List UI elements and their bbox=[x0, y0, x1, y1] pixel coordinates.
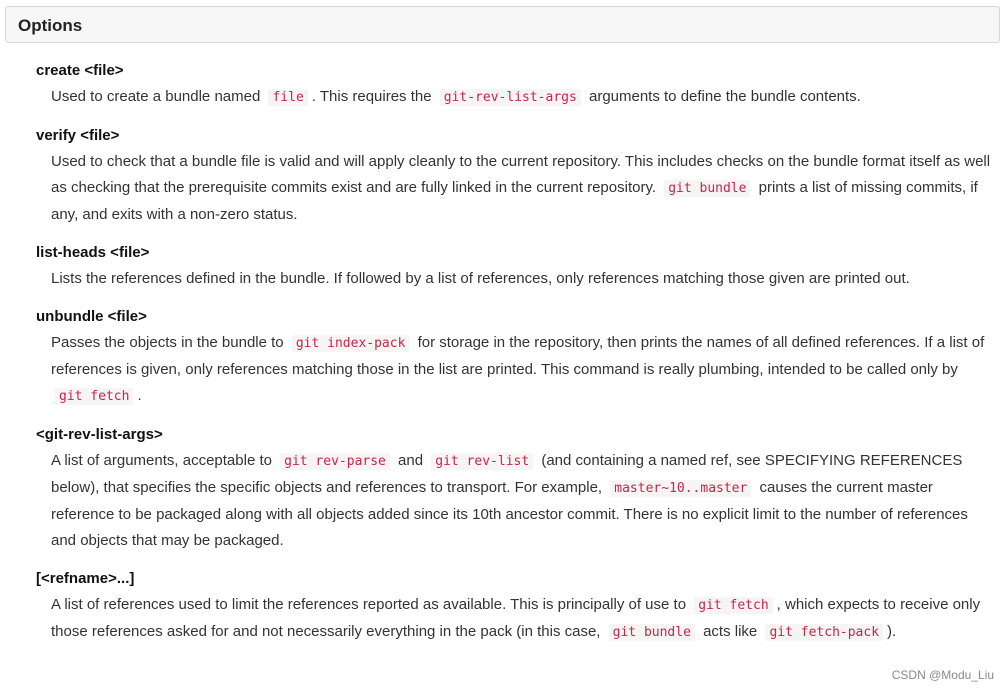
option-entry bbox=[36, 240, 1000, 292]
option-description bbox=[51, 330, 1000, 410]
inline-code: git-rev-list-args bbox=[440, 89, 581, 106]
inline-code: git bundle bbox=[609, 624, 695, 641]
option-description bbox=[51, 149, 1000, 228]
inline-code: git fetch bbox=[694, 597, 772, 614]
description-text: prints a list of missing commits, if any, and exits with a non-zero status. bbox=[51, 179, 978, 223]
option-description bbox=[51, 266, 1000, 292]
option-term: unbundle <file> bbox=[36, 308, 147, 325]
description-text: A list of arguments, acceptable to bbox=[51, 452, 277, 469]
option-description bbox=[51, 592, 1000, 646]
description-text: , which expects to receive only those references asked for and not necessarily everything in the pack (in this case, bbox=[51, 596, 981, 640]
option-description bbox=[51, 84, 1000, 111]
option-entry bbox=[36, 422, 1000, 554]
inline-code: git fetch bbox=[55, 388, 133, 405]
description-text: Used to create a bundle named bbox=[51, 88, 265, 105]
description-text: causes the current master reference to be packaged along with all objects added since its 10th ancestor commit. There is no explicit limit to the number of references and objects that may be packaged. bbox=[51, 479, 968, 549]
description-text: and bbox=[393, 452, 428, 469]
option-term: verify <file> bbox=[36, 127, 120, 144]
watermark: CSDN @Modu_Liu bbox=[891, 668, 994, 682]
description-text: for storage in the repository, then prints the names of all defined references. If a list of references is given, only references matching those in the list are printed. This command is really plumbing, intended to be called only by bbox=[51, 334, 985, 378]
option-entry bbox=[36, 123, 1000, 228]
description-text: . bbox=[137, 387, 142, 404]
description-text: (and containing a named ref, see SPECIFYING REFERENCES below), that specifies the specific objects and references to transport. For example, bbox=[51, 452, 963, 496]
inline-code: git bundle bbox=[664, 180, 750, 197]
description-text: Used to check that a bundle file is valid and will apply cleanly to the current repository. This includes checks on the bundle format itself as well as checking that the prerequisite commits exist and are fully linked in the current repository. bbox=[51, 153, 991, 196]
description-text: arguments to define the bundle contents. bbox=[584, 88, 861, 105]
description-text: A list of references used to limit the references reported as available. This is principally of use to bbox=[51, 596, 691, 613]
description-text: Passes the objects in the bundle to bbox=[51, 334, 288, 351]
option-description bbox=[51, 448, 1000, 554]
option-entry bbox=[36, 566, 1000, 646]
section-title: Options bbox=[18, 16, 83, 35]
description-text: ). bbox=[887, 623, 897, 640]
inline-code: master~10..master bbox=[610, 480, 751, 497]
inline-code: file bbox=[268, 89, 307, 106]
inline-code: git index-pack bbox=[292, 335, 410, 352]
inline-code: git rev-parse bbox=[280, 453, 390, 470]
option-entry bbox=[36, 58, 1000, 111]
option-term: create <file> bbox=[36, 62, 124, 79]
description-text: acts like bbox=[698, 623, 762, 640]
description-text: Lists the references defined in the bundle. If followed by a list of references, only references matching those given are printed out. bbox=[51, 270, 910, 287]
option-entry bbox=[36, 304, 1000, 410]
option-term: <git-rev-list-args> bbox=[36, 426, 163, 443]
option-term: list-heads <file> bbox=[36, 244, 150, 261]
options-section-header bbox=[5, 6, 1000, 43]
description-text: . This requires the bbox=[311, 88, 436, 105]
inline-code: git rev-list bbox=[431, 453, 533, 470]
options-list bbox=[36, 58, 1000, 658]
option-term: [<refname>...] bbox=[36, 570, 135, 587]
inline-code: git fetch-pack bbox=[765, 624, 883, 641]
